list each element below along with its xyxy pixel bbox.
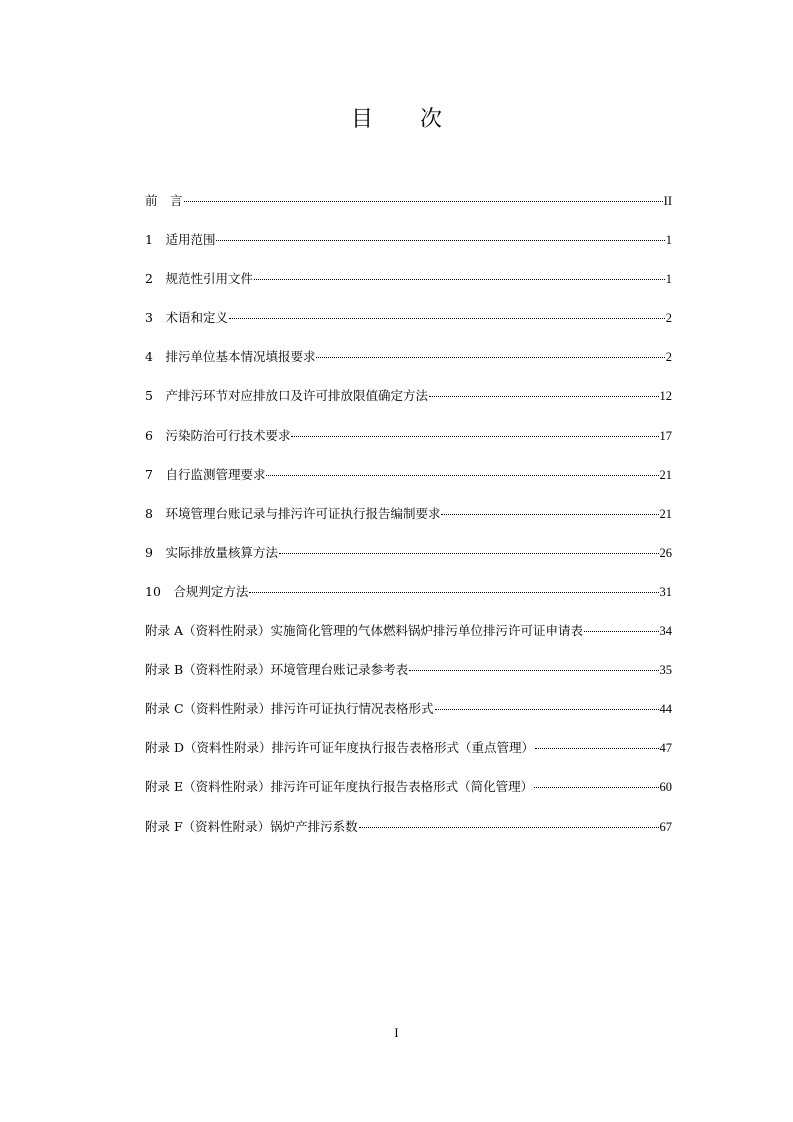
toc-entry-page: 47: [659, 741, 672, 756]
toc-entry-page: 60: [659, 780, 672, 795]
toc-entry-page: 31: [659, 584, 672, 599]
toc-leader: [441, 514, 658, 515]
toc-entry[interactable]: [145, 269, 672, 308]
toc-entry-page: 67: [659, 819, 672, 834]
page-title: 目 次: [351, 107, 462, 132]
toc-leader: [216, 240, 664, 241]
toc-entry-label: 8 环境管理台账记录与排污许可证执行报告编制要求: [145, 505, 441, 521]
toc-entry[interactable]: [145, 660, 672, 699]
toc-leader: [254, 279, 665, 280]
toc-entry-page: 12: [659, 389, 672, 404]
toc-entry-label: 9 实际排放量核算方法: [145, 544, 278, 560]
toc-entry[interactable]: [145, 465, 672, 504]
toc-entry-page: 2: [665, 311, 672, 326]
toc-leader: [316, 357, 664, 358]
toc-entry-label: 5 产排污环节对应排放口及许可排放限值确定方法: [145, 388, 428, 404]
toc-leader: [534, 787, 658, 788]
toc-leader: [435, 709, 659, 710]
toc-leader: [279, 553, 659, 554]
toc-entry-label: 3 术语和定义: [145, 310, 228, 326]
toc-entry[interactable]: [145, 426, 672, 465]
toc-leader: [266, 475, 658, 476]
toc-entry-label: 附录 D（资料性附录）排污许可证年度执行报告表格形式（重点管理）: [145, 740, 534, 756]
toc-leader: [409, 670, 658, 671]
toc-entry-label: 附录 A（资料性附录）实施简化管理的气体燃料锅炉排污单位排污许可证申请表: [145, 623, 584, 639]
toc-entry[interactable]: [145, 230, 672, 269]
toc-leader: [291, 436, 658, 437]
toc-entry-label: 7 自行监测管理要求: [145, 466, 266, 482]
toc-entry[interactable]: [145, 582, 672, 621]
toc-entry-label: 附录 C（资料性附录）排污许可证执行情况表格形式: [145, 701, 434, 717]
toc-entry-label: 6 污染防治可行技术要求: [145, 427, 291, 443]
toc-entry[interactable]: [145, 504, 672, 543]
toc-entry-page: 2: [665, 350, 672, 365]
toc-leader: [429, 396, 659, 397]
toc-leader: [184, 201, 663, 202]
toc-entry[interactable]: [145, 347, 672, 386]
toc-entry-page: 26: [659, 545, 672, 560]
toc-entry-page: 34: [659, 624, 672, 639]
toc-entry-page: 44: [659, 702, 672, 717]
toc-entry[interactable]: [145, 699, 672, 738]
toc-entry-label: 2 规范性引用文件: [145, 271, 253, 287]
toc-entry[interactable]: [145, 738, 672, 777]
toc-entry-page: 17: [659, 428, 672, 443]
toc-leader: [249, 592, 658, 593]
toc-entry[interactable]: [145, 777, 672, 816]
toc-entry-label: 附录 E（资料性附录）排污许可证年度执行报告表格形式（简化管理）: [145, 779, 534, 795]
toc-entry-page: 1: [665, 272, 672, 287]
toc-entry[interactable]: [145, 308, 672, 347]
toc-entry-label: 1 适用范围: [145, 232, 216, 248]
toc-leader: [229, 318, 665, 319]
toc-entry-label: 4 排污单位基本情况填报要求: [145, 349, 316, 365]
toc-entry-label: 前 言: [145, 193, 183, 208]
toc-entry-label: 10 合规判定方法: [145, 583, 249, 599]
toc-leader: [359, 827, 659, 828]
toc-leader: [535, 748, 659, 749]
toc-entry-label: 附录 F（资料性附录）锅炉产排污系数: [145, 818, 358, 834]
toc-entry[interactable]: [145, 191, 672, 230]
toc-entry-page: 35: [659, 663, 672, 678]
toc-entry-label: 附录 B（资料性附录）环境管理台账记录参考表: [145, 662, 409, 678]
table-of-contents: [145, 191, 672, 856]
toc-leader: [584, 631, 658, 632]
toc-entry-page: II: [663, 194, 672, 208]
toc-entry[interactable]: [145, 621, 672, 660]
toc-entry-page: 21: [659, 506, 672, 521]
toc-entry-page: 1: [665, 233, 672, 248]
toc-entry-page: 21: [659, 467, 672, 482]
page-number: I: [394, 1026, 399, 1040]
toc-entry[interactable]: [145, 817, 672, 856]
toc-entry[interactable]: [145, 543, 672, 582]
toc-entry[interactable]: [145, 386, 672, 425]
